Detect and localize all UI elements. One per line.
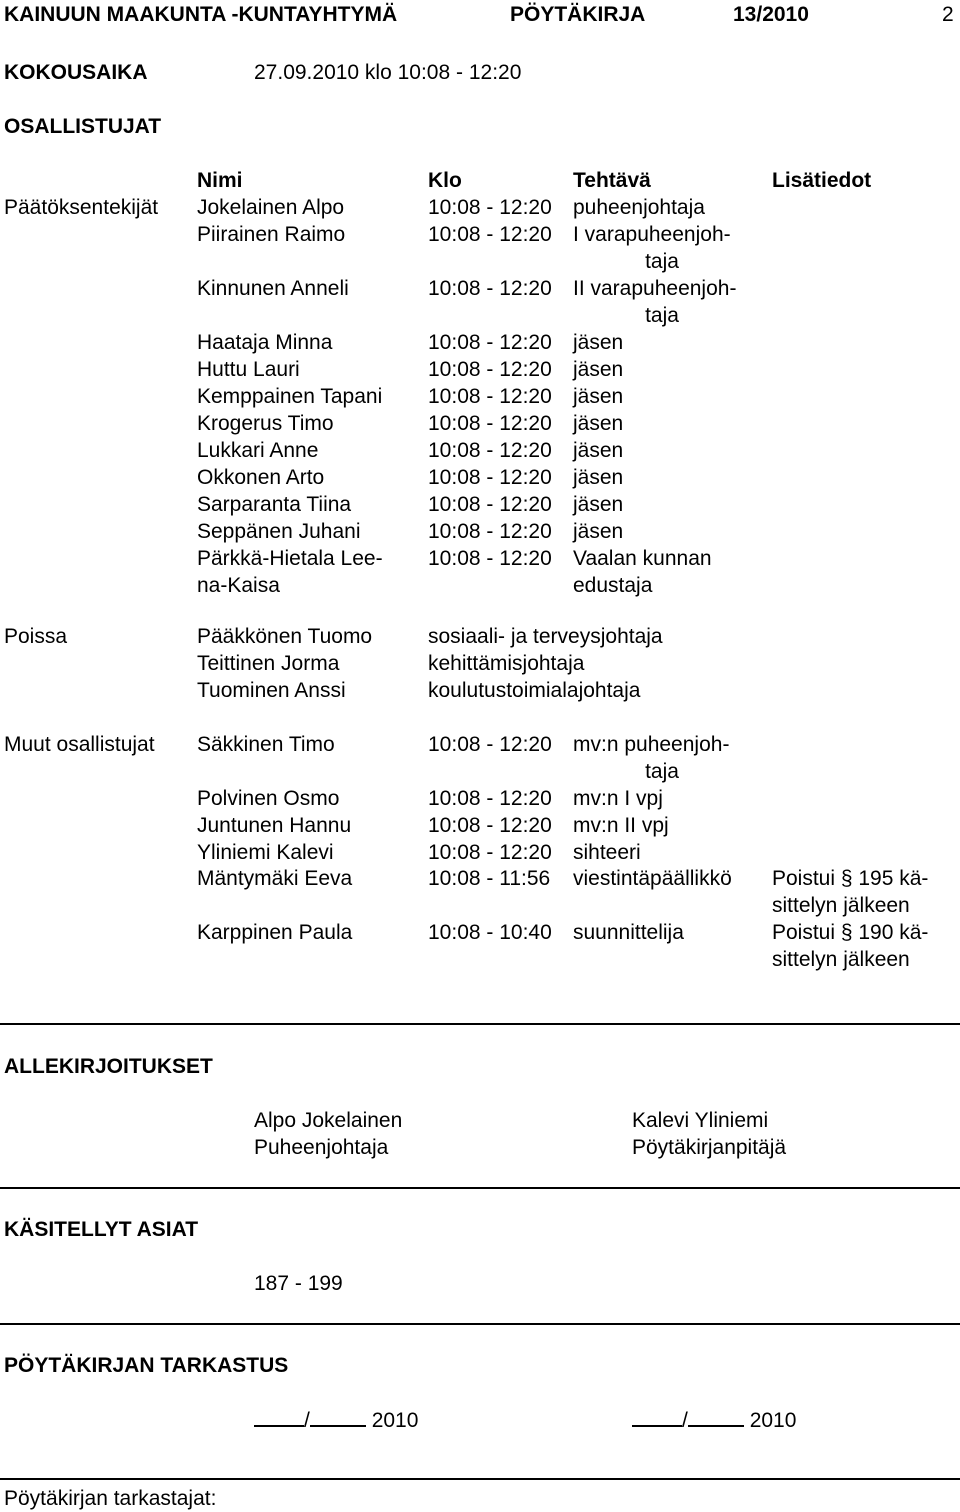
column-header-name: Nimi <box>197 169 243 192</box>
participant-role: jäsen <box>573 439 624 462</box>
participant-time: 10:08 - 12:20 <box>428 520 552 543</box>
participant-time: 10:08 - 12:20 <box>428 331 552 354</box>
participant-role: I varapuheenjoh- <box>573 223 731 246</box>
participant-time: 10:08 - 12:20 <box>428 787 552 810</box>
review-date-line-1 <box>254 1407 418 1434</box>
document-number: 13/2010 <box>733 3 809 26</box>
participant-name-continued: na-Kaisa <box>197 574 280 597</box>
meeting-time-label: KOKOUSAIKA <box>4 61 148 84</box>
participant-name: Seppänen Juhani <box>197 520 361 543</box>
absent-role: koulutustoimialajohtaja <box>428 679 641 702</box>
participant-name: Krogerus Timo <box>197 412 334 435</box>
column-header-time: Klo <box>428 169 462 192</box>
page-number: 2 <box>942 3 954 26</box>
participant-role: sihteeri <box>573 841 641 864</box>
secretary-name: Kalevi Yliniemi <box>632 1109 769 1132</box>
participant-role: viestintäpäällikkö <box>573 867 732 890</box>
chair-name: Alpo Jokelainen <box>254 1109 403 1132</box>
month-blank[interactable] <box>310 1407 366 1427</box>
participant-role-continued: taja <box>645 304 679 327</box>
day-blank[interactable] <box>254 1407 304 1427</box>
participant-role: jäsen <box>573 493 624 516</box>
document-type: PÖYTÄKIRJA <box>510 3 646 26</box>
organization-name: KAINUUN MAAKUNTA -KUNTAYHTYMÄ <box>4 3 398 26</box>
absent-group-label: Poissa <box>4 625 68 648</box>
meeting-time-value: 27.09.2010 klo 10:08 - 12:20 <box>254 61 522 84</box>
participant-role: jäsen <box>573 466 624 489</box>
participant-info: Poistui § 190 kä- <box>772 921 929 944</box>
participant-role: mv:n puheenjoh- <box>573 733 730 756</box>
participant-role: jäsen <box>573 520 624 543</box>
section-divider <box>0 1023 960 1025</box>
participants-heading: OSALLISTUJAT <box>4 115 162 138</box>
participant-name: Sarparanta Tiina <box>197 493 352 516</box>
participant-role-continued: taja <box>645 250 679 273</box>
year: 2010 <box>749 1409 797 1432</box>
participant-role: suunnittelija <box>573 921 684 944</box>
participant-name: Mäntymäki Eeva <box>197 867 353 890</box>
month-blank[interactable] <box>688 1407 744 1427</box>
column-header-info: Lisätiedot <box>772 169 872 192</box>
participant-info: Poistui § 195 kä- <box>772 867 929 890</box>
participant-time: 10:08 - 12:20 <box>428 841 552 864</box>
items-heading: KÄSITELLYT ASIAT <box>4 1218 199 1241</box>
others-group-label: Muut osallistujat <box>4 733 155 756</box>
date-separator: / <box>304 1409 310 1432</box>
participant-time: 10:08 - 12:20 <box>428 439 552 462</box>
participant-role: mv:n I vpj <box>573 787 663 810</box>
year: 2010 <box>371 1409 419 1432</box>
participant-time: 10:08 - 12:20 <box>428 358 552 381</box>
absent-role: sosiaali- ja terveysjohtaja <box>428 625 663 648</box>
participant-time: 10:08 - 11:56 <box>428 867 551 890</box>
secretary-title: Pöytäkirjanpitäjä <box>632 1136 787 1159</box>
review-date-line-2 <box>632 1407 796 1434</box>
participant-name: Kemppainen Tapani <box>197 385 383 408</box>
participant-name: Jokelainen Alpo <box>197 196 345 219</box>
column-header-role: Tehtävä <box>573 169 651 192</box>
participant-time: 10:08 - 12:20 <box>428 547 552 570</box>
items-range: 187 - 199 <box>254 1272 343 1295</box>
section-divider <box>0 1478 960 1480</box>
participant-name: Yliniemi Kalevi <box>197 841 334 864</box>
participant-time: 10:08 - 12:20 <box>428 733 552 756</box>
participant-name: Huttu Lauri <box>197 358 300 381</box>
participant-time: 10:08 - 12:20 <box>428 412 552 435</box>
participant-role-continued: taja <box>645 760 679 783</box>
section-divider <box>0 1323 960 1325</box>
participant-time: 10:08 - 12:20 <box>428 814 552 837</box>
absent-name: Tuominen Anssi <box>197 679 346 702</box>
reviewers-label: Pöytäkirjan tarkastajat: <box>4 1487 217 1510</box>
signatures-heading: ALLEKIRJOITUKSET <box>4 1055 213 1078</box>
decision-makers-group-label: Päätöksentekijät <box>4 196 159 219</box>
section-divider <box>0 1187 960 1189</box>
participant-role: jäsen <box>573 412 624 435</box>
participant-time: 10:08 - 12:20 <box>428 277 552 300</box>
participant-time: 10:08 - 12:20 <box>428 196 552 219</box>
participant-name: Pärkkä-Hietala Lee- <box>197 547 383 570</box>
review-heading: PÖYTÄKIRJAN TARKASTUS <box>4 1354 289 1377</box>
participant-time: 10:08 - 12:20 <box>428 466 552 489</box>
participant-role: puheenjohtaja <box>573 196 705 219</box>
participant-name: Polvinen Osmo <box>197 787 340 810</box>
participant-role: mv:n II vpj <box>573 814 669 837</box>
participant-name: Karppinen Paula <box>197 921 353 944</box>
participant-role: jäsen <box>573 358 624 381</box>
participant-name: Kinnunen Anneli <box>197 277 349 300</box>
absent-name: Teittinen Jorma <box>197 652 340 675</box>
participant-time: 10:08 - 10:40 <box>428 921 552 944</box>
participant-name: Juntunen Hannu <box>197 814 352 837</box>
absent-name: Pääkkönen Tuomo <box>197 625 373 648</box>
participant-name: Piirainen Raimo <box>197 223 346 246</box>
participant-name: Haataja Minna <box>197 331 333 354</box>
participant-role: jäsen <box>573 331 624 354</box>
participant-info-continued: sittelyn jälkeen <box>772 948 910 971</box>
participant-name: Lukkari Anne <box>197 439 319 462</box>
participant-role: Vaalan kunnan <box>573 547 712 570</box>
absent-role: kehittämisjohtaja <box>428 652 585 675</box>
chair-title: Puheenjohtaja <box>254 1136 389 1159</box>
participant-time: 10:08 - 12:20 <box>428 385 552 408</box>
day-blank[interactable] <box>632 1407 682 1427</box>
participant-info-continued: sittelyn jälkeen <box>772 894 910 917</box>
date-separator: / <box>682 1409 688 1432</box>
participant-name: Säkkinen Timo <box>197 733 335 756</box>
participant-role: II varapuheenjoh- <box>573 277 737 300</box>
participant-time: 10:08 - 12:20 <box>428 223 552 246</box>
participant-role-continued: edustaja <box>573 574 653 597</box>
participant-name: Okkonen Arto <box>197 466 325 489</box>
participant-role: jäsen <box>573 385 624 408</box>
participant-time: 10:08 - 12:20 <box>428 493 552 516</box>
